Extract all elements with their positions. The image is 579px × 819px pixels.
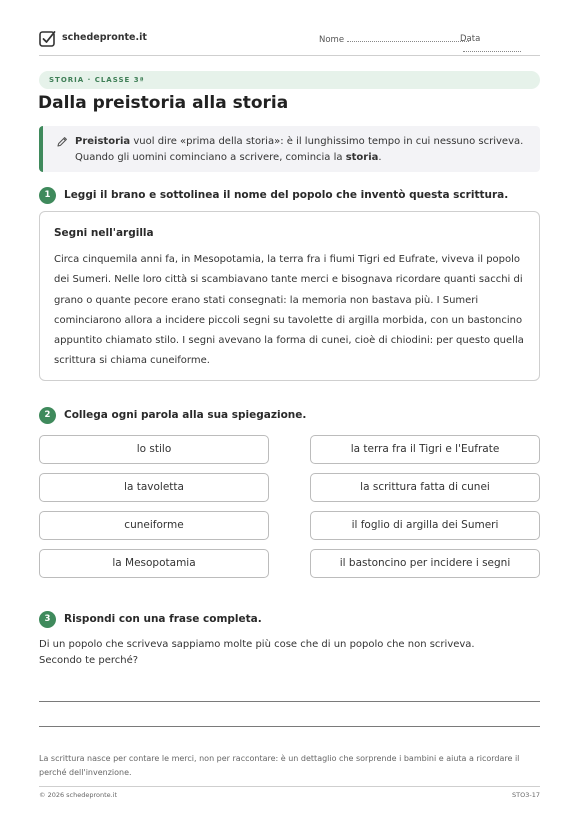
date-field[interactable] [460, 34, 540, 55]
name-blank[interactable] [347, 34, 469, 42]
pencil-icon [56, 136, 68, 148]
sheet-code: STO3-17 [512, 791, 540, 799]
callout-term-2: storia [345, 152, 379, 163]
match-definition[interactable]: la scrittura fatta di cunei [310, 473, 540, 502]
subject-tag: STORIA · CLASSE 3ª [39, 71, 540, 89]
date-label: Data [460, 34, 481, 44]
callout-text-2: . [378, 152, 382, 163]
question-line-2: Secondo te perché? [39, 654, 139, 666]
page-header [39, 29, 540, 56]
match-word[interactable]: la tavoletta [39, 473, 269, 502]
callout-text-1: vuol dire «prima della storia»: è il lunghissimo tempo in cui nessuno scriveva. Quando gli uomini cominciano a scrivere, comincia la [75, 136, 524, 163]
answer-line[interactable] [39, 726, 540, 727]
step-number: 3 [39, 611, 56, 628]
footer-divider [39, 786, 540, 787]
copyright: © 2026 schedepronte.it [39, 791, 118, 799]
match-word[interactable]: la Mesopotamia [39, 549, 269, 578]
name-label: Nome [319, 35, 345, 45]
step-instruction: Rispondi con una frase completa. [64, 613, 262, 625]
question-text [39, 637, 540, 668]
callout-term: Preistoria [75, 136, 131, 147]
definition-callout [39, 126, 540, 172]
name-field[interactable] [319, 34, 469, 45]
step-number: 1 [39, 187, 56, 204]
step-number: 2 [39, 407, 56, 424]
answer-line[interactable] [39, 701, 540, 702]
checkbox-icon [39, 30, 56, 48]
reading-title: Segni nell'argilla [54, 227, 154, 239]
match-definition[interactable]: la terra fra il Tigri e l'Eufrate [310, 435, 540, 464]
match-definition[interactable]: il bastoncino per incidere i segni [310, 549, 540, 578]
step-instruction: Leggi il brano e sottolinea il nome del popolo che inventò questa scrittura. [64, 189, 509, 201]
callout-text [75, 134, 525, 166]
match-word[interactable]: cuneiforme [39, 511, 269, 540]
brand-name: schedepronte.it [62, 32, 147, 43]
reading-body[interactable]: Circa cinquemila anni fa, in Mesopotamia, la terra fra i fiumi Tigri ed Eufrate, viveva il popolo dei Sumeri. Nelle loro città si scambiavano tante merci e bisognava ricordare quanti sacchi di grano o quante pecore erano stati consegnati: la memoria non bastava più. I Sumeri cominciarono allora a incidere piccoli segni su tavolette di argilla morbida, con un bastoncino appuntito chiamato stilo. I segni avevano la forma di cunei, cioè di chiodini: per questo quella scrittura si chiama cuneiforme. [54, 254, 524, 367]
match-definition[interactable]: il foglio di argilla dei Sumeri [310, 511, 540, 540]
date-blank[interactable] [463, 44, 521, 52]
question-line-1: Di un popolo che scriveva sappiamo molte più cose che di un popolo che non scriveva. [39, 639, 475, 650]
reading-box [39, 211, 540, 381]
teacher-note: La scrittura nasce per contare le merci, non per raccontare: è un dettaglio che sorprende i bambini e aiuta a ricordare il perché dell'invenzione. [39, 754, 520, 777]
page-title: Dalla preistoria alla storia [38, 93, 289, 113]
step-instruction: Collega ogni parola alla sua spiegazione. [64, 409, 307, 421]
match-word[interactable]: lo stilo [39, 435, 269, 464]
